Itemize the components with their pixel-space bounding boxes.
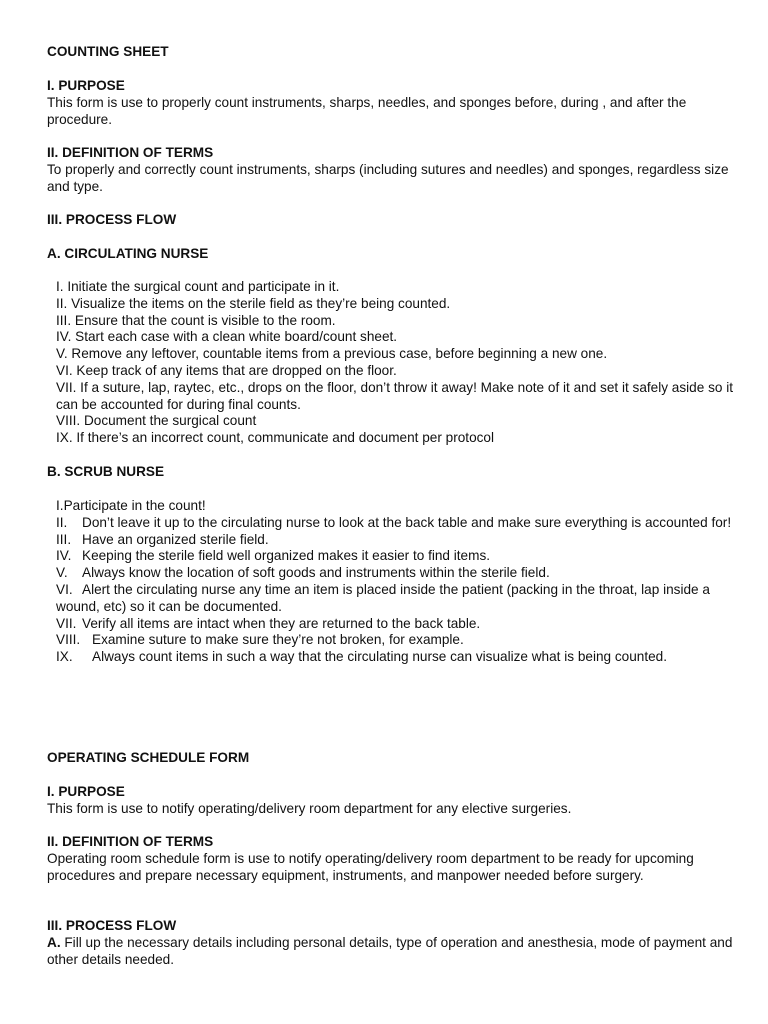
list-item — [56, 515, 736, 532]
list-item: VIII. Document the surgical count — [56, 413, 257, 429]
list-item: I. Initiate the surgical count and participate in it. — [56, 279, 340, 294]
list-item — [56, 548, 736, 565]
list-item — [56, 649, 736, 666]
schedule-definition-text: Operating room schedule form is use to notify operating/delivery room department to be ready for upcoming procedures and prepare necessary equipment, instruments, and manpower needed before surgery. — [47, 851, 694, 883]
counting-definition-text: To properly and correctly count instruments, sharps (including sutures and needles) and sponges, regardless size and type. — [47, 162, 729, 194]
list-item: VI. Keep track of any items that are dropped on the floor. — [56, 362, 397, 378]
list-item: IX. If there’s an incorrect count, communicate and document per protocol — [56, 430, 495, 446]
step-label: A. — [47, 935, 61, 950]
counting-purpose-text: This form is use to properly count instruments, sharps, needles, and sponges before, during , and after the procedure. — [47, 95, 687, 127]
list-item: IV. Start each case with a clean white board/count sheet. — [56, 329, 398, 345]
counting-definition-heading: II. DEFINITION OF TERMS — [47, 145, 214, 160]
circulating-nurse-list — [56, 279, 736, 447]
list-item-text: Alert the circulating nurse any time an item is placed inside the patient (packing in the throat, lap inside a wound, etc) so it can be documented. — [56, 581, 710, 614]
list-item-number: VI. — [56, 581, 73, 597]
schedule-process-flow-heading: III. PROCESS FLOW — [47, 918, 177, 933]
list-item-text: Verify all items are intact when they are returned to the back table. — [82, 615, 481, 631]
scrub-nurse-heading: B. SCRUB NURSE — [47, 464, 165, 479]
counting-purpose-heading: I. PURPOSE — [47, 78, 125, 93]
list-item-text: Don’t leave it up to the circulating nurse to look at the back table and make sure everything is accounted for! — [82, 514, 732, 530]
list-item-number: VIII. — [56, 632, 81, 648]
list-item: II. Visualize the items on the sterile field as they’re being counted. — [56, 295, 451, 311]
list-item-text: Always count items in such a way that the circulating nurse can visualize what is being counted. — [92, 649, 668, 665]
list-item-text: Always know the location of soft goods and instruments within the sterile field. — [82, 565, 550, 581]
list-item-number: IV. — [56, 548, 72, 564]
list-item: III. Ensure that the count is visible to the room. — [56, 312, 336, 328]
list-item-number: IX. — [56, 649, 73, 665]
list-item-number: II. — [56, 514, 68, 530]
list-item — [56, 532, 736, 549]
circulating-nurse-heading: A. CIRCULATING NURSE — [47, 246, 209, 261]
list-item — [56, 498, 736, 515]
schedule-process-step — [47, 935, 747, 969]
schedule-purpose-text: This form is use to notify operating/delivery room department for any elective surgeries. — [47, 801, 572, 816]
step-text: Fill up the necessary details including personal details, type of operation and anesthesia, mode of payment and other details needed. — [47, 935, 733, 967]
schedule-purpose-heading: I. PURPOSE — [47, 784, 125, 799]
list-item-text: Have an organized sterile field. — [82, 531, 269, 547]
schedule-definition-heading: II. DEFINITION OF TERMS — [47, 834, 214, 849]
scrub-nurse-list — [56, 498, 736, 666]
list-item-text: Examine suture to make sure they’re not broken, for example. — [92, 632, 464, 648]
list-item: VII. If a suture, lap, raytec, etc., drops on the floor, don’t throw it away! Make note of it and set it safely aside so it can be accounted for during final counts. — [56, 379, 734, 412]
list-item-number: V. — [56, 565, 68, 581]
operating-schedule-title: OPERATING SCHEDULE FORM — [47, 750, 250, 765]
list-item — [56, 565, 736, 582]
list-item-number: III. — [56, 531, 72, 547]
list-item-number: VII. — [56, 615, 77, 631]
list-item-number: I. — [56, 498, 64, 513]
list-item: V. Remove any leftover, countable items from a previous case, before beginning a new one. — [56, 346, 608, 362]
list-item — [56, 616, 736, 633]
counting-sheet-title: COUNTING SHEET — [47, 44, 169, 59]
list-item — [56, 632, 736, 649]
list-item — [56, 582, 736, 616]
list-item-text: Keeping the sterile field well organized makes it easier to find items. — [82, 548, 491, 564]
list-item-text: Participate in the count! — [63, 498, 206, 513]
counting-process-flow-heading: III. PROCESS FLOW — [47, 212, 177, 227]
